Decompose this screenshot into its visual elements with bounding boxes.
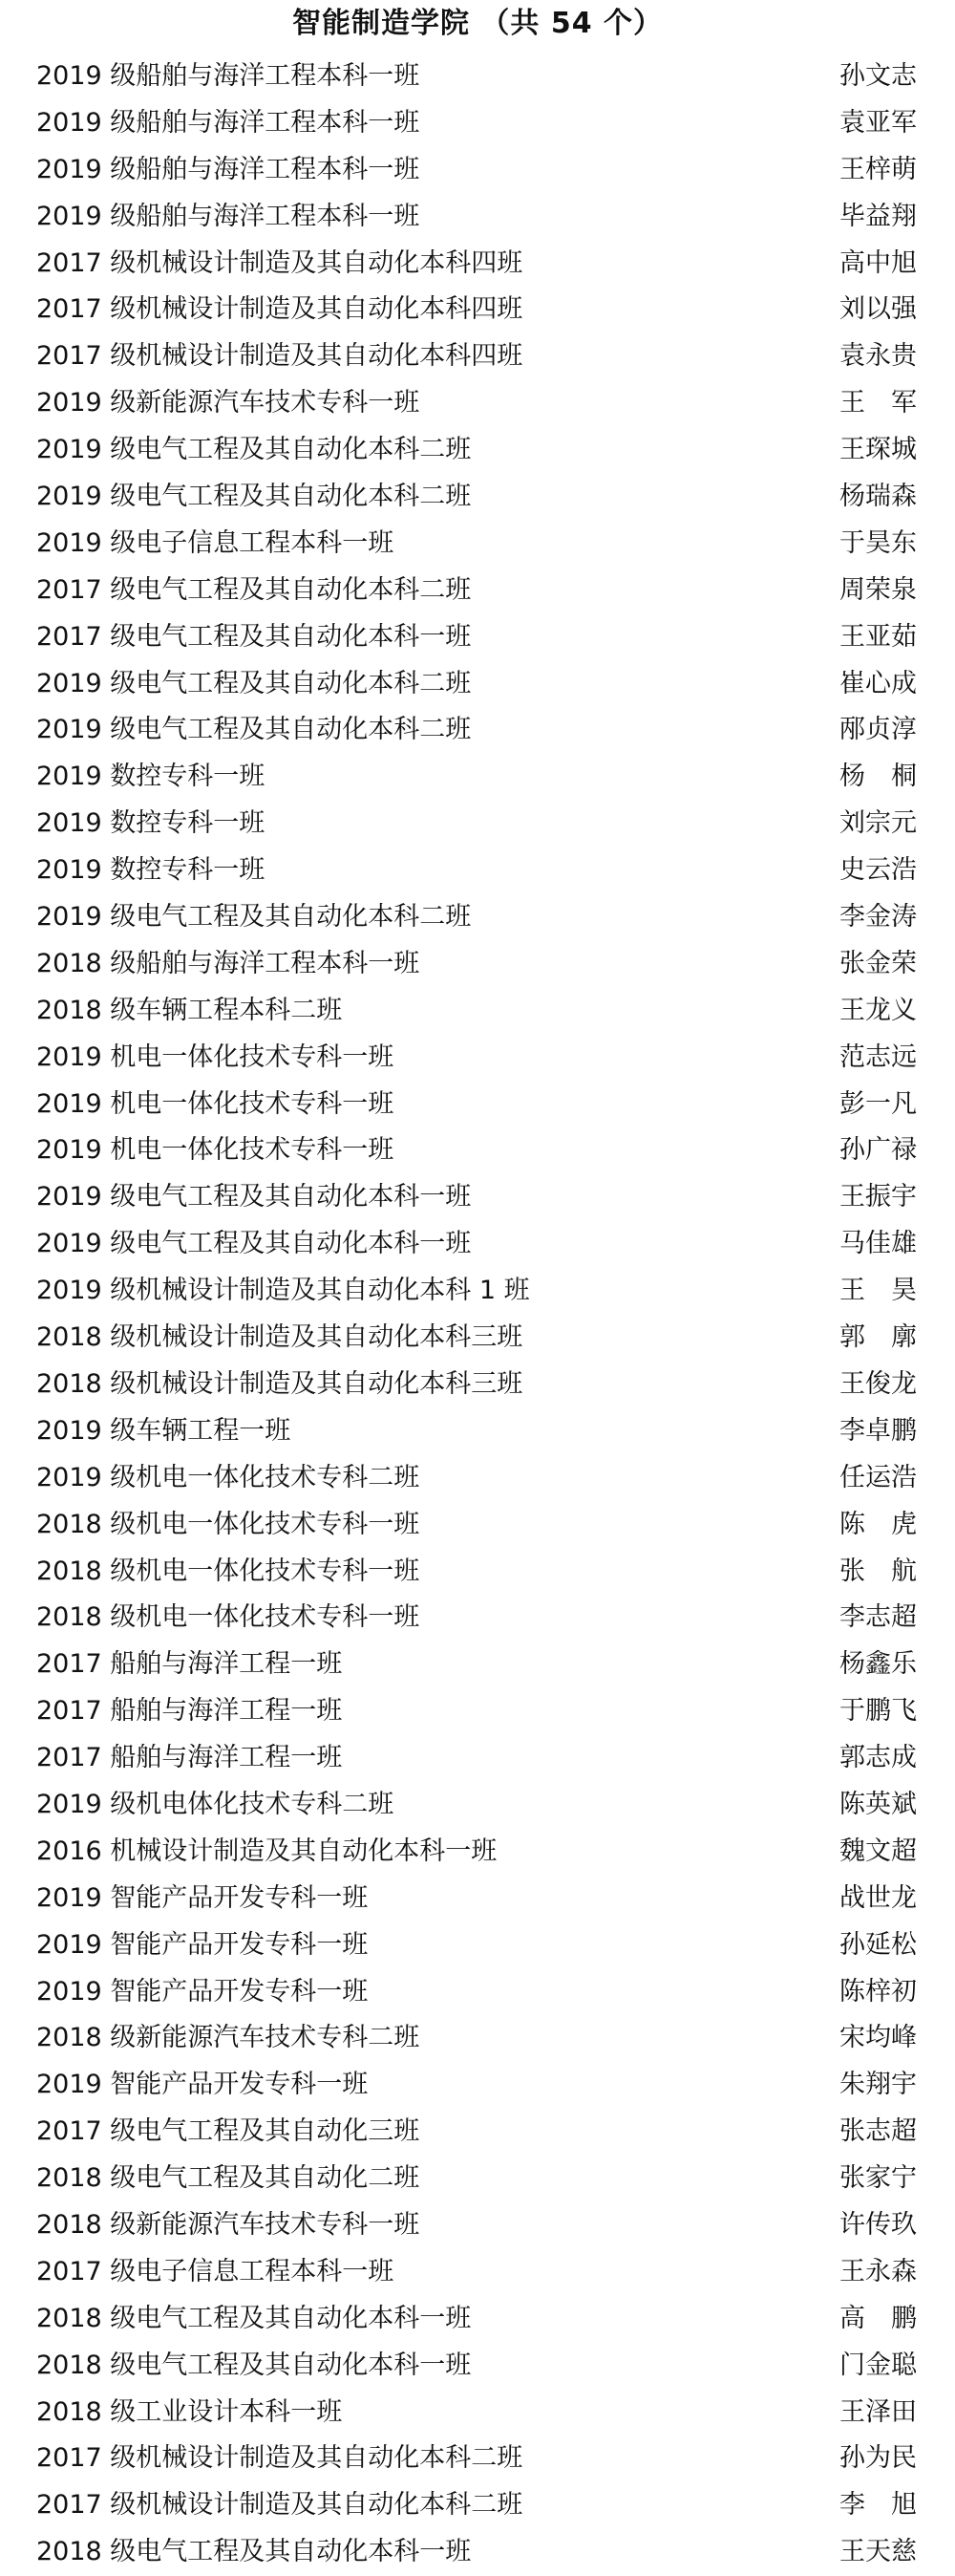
student-name: 王俊龙 — [839, 1368, 917, 1399]
roster-row — [0, 2296, 955, 2343]
student-name: 刘宗元 — [839, 808, 917, 839]
class-name: 2017 船舶与海洋工程一班 — [36, 1743, 343, 1773]
student-name: 于鹏飞 — [839, 1696, 917, 1727]
class-name: 2019 级电气工程及其自动化本科二班 — [36, 668, 472, 698]
roster-row — [0, 1595, 955, 1642]
student-name: 宋均峰 — [839, 2023, 917, 2053]
student-name: 孙广禄 — [839, 1135, 917, 1166]
roster-row — [0, 2436, 955, 2482]
student-name: 张金荣 — [839, 948, 917, 978]
student-name: 王 军 — [839, 388, 917, 419]
student-name: 郭 廓 — [839, 1322, 917, 1353]
student-name: 李卓鹏 — [839, 1415, 917, 1446]
class-name: 2017 船舶与海洋工程一班 — [36, 1649, 343, 1680]
roster-row — [0, 988, 955, 1035]
roster-row — [0, 707, 955, 754]
student-name: 张 航 — [839, 1556, 917, 1586]
roster-row — [0, 1408, 955, 1455]
student-name: 高中旭 — [839, 247, 917, 278]
student-name: 李志超 — [839, 1602, 917, 1633]
class-name: 2017 级机械设计制造及其自动化本科四班 — [36, 247, 523, 278]
roster-row — [0, 147, 955, 194]
roster-row — [0, 287, 955, 333]
class-name: 2019 级船舶与海洋工程本科一班 — [36, 154, 420, 184]
class-name: 2018 级机械设计制造及其自动化本科三班 — [36, 1322, 523, 1353]
class-name: 2018 级车辆工程本科二班 — [36, 995, 343, 1025]
student-name: 孙文志 — [839, 61, 917, 91]
student-name: 门金聪 — [839, 2350, 917, 2380]
student-name: 杨 桐 — [839, 762, 917, 792]
class-name: 2018 级新能源汽车技术专科一班 — [36, 2209, 420, 2240]
roster-row — [0, 380, 955, 427]
class-name: 2019 智能产品开发专科一班 — [36, 1929, 369, 1960]
roster-row — [0, 754, 955, 801]
class-name: 2019 智能产品开发专科一班 — [36, 1882, 369, 1913]
class-name: 2017 级电气工程及其自动化三班 — [36, 2116, 420, 2147]
roster-row — [0, 941, 955, 988]
student-name: 王亚茹 — [839, 621, 917, 652]
student-name: 王永森 — [839, 2256, 917, 2286]
roster-row — [0, 1035, 955, 1082]
class-name: 2019 级新能源汽车技术专科一班 — [36, 388, 420, 419]
class-name: 2019 级机电一体化技术专科二班 — [36, 1462, 420, 1492]
student-name: 彭一凡 — [839, 1088, 917, 1119]
roster-row — [0, 2482, 955, 2529]
roster-row — [0, 1829, 955, 1876]
roster-row — [0, 1127, 955, 1174]
student-name: 陈 虎 — [839, 1509, 917, 1539]
class-name: 2019 级电气工程及其自动化本科二班 — [36, 435, 472, 465]
student-name: 刘以强 — [839, 294, 917, 325]
class-name: 2017 级电气工程及其自动化本科一班 — [36, 621, 472, 652]
roster-row — [0, 1922, 955, 1969]
roster-row — [0, 1642, 955, 1688]
roster-list — [0, 54, 955, 2576]
page-title: 智能制造学院 （共 54 个） — [291, 7, 664, 40]
student-name: 张志超 — [839, 2116, 917, 2147]
student-name: 马佳雄 — [839, 1229, 917, 1259]
student-name: 于昊东 — [839, 527, 917, 558]
roster-row — [0, 194, 955, 241]
roster-row — [0, 2529, 955, 2576]
roster-row — [0, 848, 955, 894]
class-name: 2019 级电气工程及其自动化本科一班 — [36, 1229, 472, 1259]
roster-row — [0, 100, 955, 147]
roster-row — [0, 1876, 955, 1922]
class-name: 2019 级电子信息工程本科一班 — [36, 527, 394, 558]
roster-row — [0, 1549, 955, 1596]
roster-row — [0, 1502, 955, 1549]
roster-row — [0, 1362, 955, 1408]
class-name: 2019 数控专科一班 — [36, 855, 265, 886]
class-name: 2017 级电气工程及其自动化本科二班 — [36, 574, 472, 605]
roster-row — [0, 2109, 955, 2156]
class-name: 2019 智能产品开发专科一班 — [36, 2070, 369, 2100]
student-name: 王琛城 — [839, 435, 917, 465]
class-name: 2018 级电气工程及其自动化二班 — [36, 2163, 420, 2194]
roster-row — [0, 427, 955, 474]
roster-row — [0, 1174, 955, 1221]
roster-row — [0, 568, 955, 614]
class-name: 2019 数控专科一班 — [36, 762, 265, 792]
class-name: 2019 级电气工程及其自动化本科二班 — [36, 715, 472, 745]
class-name: 2017 级电子信息工程本科一班 — [36, 2256, 394, 2286]
student-name: 毕益翔 — [839, 201, 917, 231]
class-name: 2018 级机电一体化技术专科一班 — [36, 1602, 420, 1633]
roster-row — [0, 54, 955, 100]
student-name: 陈英斌 — [839, 1789, 917, 1819]
class-name: 2018 级船舶与海洋工程本科一班 — [36, 948, 420, 978]
class-name: 2018 级机械设计制造及其自动化本科三班 — [36, 1368, 523, 1399]
roster-row — [0, 2062, 955, 2109]
roster-row — [0, 1268, 955, 1315]
student-name: 王振宇 — [839, 1182, 917, 1213]
student-name: 孙延松 — [839, 1929, 917, 1960]
class-name: 2018 级机电一体化技术专科一班 — [36, 1509, 420, 1539]
student-name: 史云浩 — [839, 855, 917, 886]
student-name: 袁亚军 — [839, 107, 917, 138]
class-name: 2017 级机械设计制造及其自动化本科四班 — [36, 341, 523, 372]
class-name: 2016 机械设计制造及其自动化本科一班 — [36, 1835, 498, 1866]
student-name: 朱翔宇 — [839, 2070, 917, 2100]
student-name: 孙为民 — [839, 2443, 917, 2474]
student-name: 许传玖 — [839, 2209, 917, 2240]
student-name: 魏文超 — [839, 1835, 917, 1866]
class-name: 2019 级机电体化技术专科二班 — [36, 1789, 394, 1819]
class-name: 2019 机电一体化技术专科一班 — [36, 1088, 394, 1119]
roster-row — [0, 801, 955, 848]
class-name: 2018 级电气工程及其自动化本科一班 — [36, 2537, 472, 2567]
student-name: 王梓萌 — [839, 154, 917, 184]
roster-row — [0, 1688, 955, 1735]
student-name: 高 鹏 — [839, 2303, 917, 2333]
student-name: 杨瑞森 — [839, 482, 917, 512]
class-name: 2019 级电气工程及其自动化本科二班 — [36, 902, 472, 933]
student-name: 李金涛 — [839, 902, 917, 933]
roster-row — [0, 1221, 955, 1268]
roster-row — [0, 2156, 955, 2202]
class-name: 2019 级电气工程及其自动化本科二班 — [36, 482, 472, 512]
roster-row — [0, 614, 955, 661]
class-name: 2019 机电一体化技术专科一班 — [36, 1135, 394, 1166]
student-name: 李 旭 — [839, 2490, 917, 2521]
class-name: 2018 级电气工程及其自动化本科一班 — [36, 2350, 472, 2380]
student-name: 王泽田 — [839, 2396, 917, 2427]
roster-row — [0, 1455, 955, 1502]
class-name: 2018 级机电一体化技术专科一班 — [36, 1556, 420, 1586]
class-name: 2018 级新能源汽车技术专科二班 — [36, 2023, 420, 2053]
class-name: 2019 级船舶与海洋工程本科一班 — [36, 201, 420, 231]
roster-row — [0, 2390, 955, 2436]
class-name: 2019 机电一体化技术专科一班 — [36, 1041, 394, 1072]
class-name: 2018 级电气工程及其自动化本科一班 — [36, 2303, 472, 2333]
student-name: 张家宁 — [839, 2163, 917, 2194]
student-name: 袁永贵 — [839, 341, 917, 372]
student-name: 王 昊 — [839, 1276, 917, 1306]
class-name: 2019 级车辆工程一班 — [36, 1415, 291, 1446]
student-name: 战世龙 — [839, 1882, 917, 1913]
class-name: 2019 级船舶与海洋工程本科一班 — [36, 107, 420, 138]
roster-row — [0, 661, 955, 708]
student-name: 杨鑫乐 — [839, 1649, 917, 1680]
class-name: 2019 智能产品开发专科一班 — [36, 1976, 369, 2007]
student-name: 王龙义 — [839, 995, 917, 1025]
roster-row — [0, 2015, 955, 2062]
class-name: 2018 级工业设计本科一班 — [36, 2396, 343, 2427]
class-name: 2019 级船舶与海洋工程本科一班 — [36, 61, 420, 91]
roster-row — [0, 2343, 955, 2390]
student-name: 范志远 — [839, 1041, 917, 1072]
class-name: 2017 级机械设计制造及其自动化本科四班 — [36, 294, 523, 325]
class-name: 2017 级机械设计制造及其自动化本科二班 — [36, 2443, 523, 2474]
roster-row — [0, 333, 955, 380]
student-name: 王天慈 — [839, 2537, 917, 2567]
roster-row — [0, 2202, 955, 2249]
student-name: 陈梓初 — [839, 1976, 917, 2007]
student-name: 任运浩 — [839, 1462, 917, 1492]
roster-row — [0, 894, 955, 941]
student-name: 周荣泉 — [839, 574, 917, 605]
student-name: 邴贞淳 — [839, 715, 917, 745]
class-name: 2019 级机械设计制造及其自动化本科 1 班 — [36, 1276, 530, 1306]
roster-row — [0, 1969, 955, 2016]
roster-row — [0, 1782, 955, 1829]
class-name: 2019 数控专科一班 — [36, 808, 265, 839]
student-name: 郭志成 — [839, 1743, 917, 1773]
roster-row — [0, 1082, 955, 1128]
student-name: 崔心成 — [839, 668, 917, 698]
roster-row — [0, 521, 955, 568]
roster-row — [0, 241, 955, 288]
roster-row — [0, 2249, 955, 2296]
class-name: 2017 级机械设计制造及其自动化本科二班 — [36, 2490, 523, 2521]
roster-row — [0, 474, 955, 521]
roster-row — [0, 1315, 955, 1362]
class-name: 2017 船舶与海洋工程一班 — [36, 1696, 343, 1727]
class-name: 2019 级电气工程及其自动化本科一班 — [36, 1182, 472, 1213]
roster-row — [0, 1735, 955, 1782]
